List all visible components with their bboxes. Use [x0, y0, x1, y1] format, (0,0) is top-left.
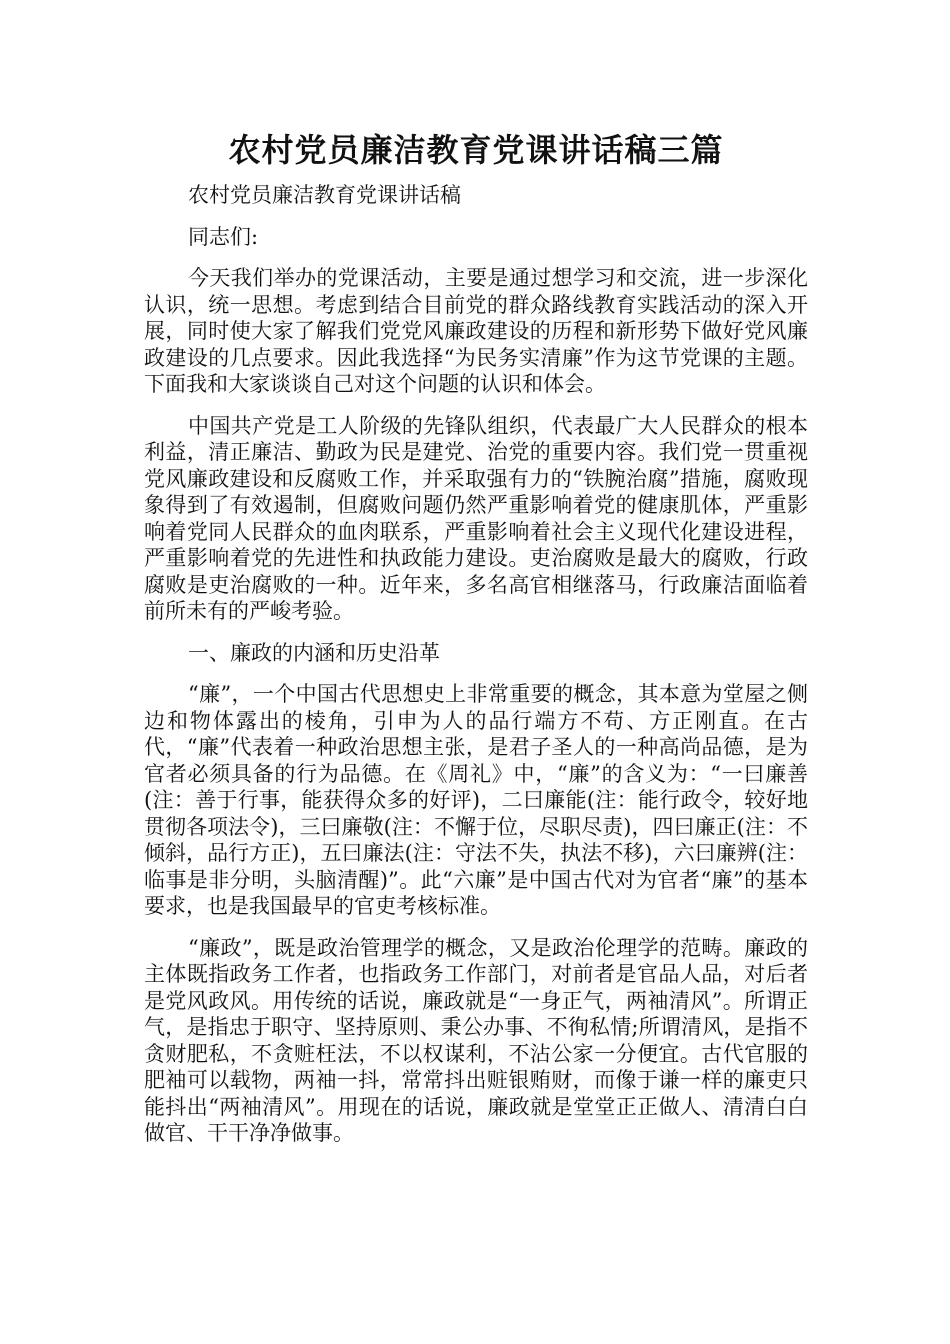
- greeting: 同志们:: [188, 224, 259, 249]
- paragraph-lianzheng: “廉政”，既是政治管理学的概念，又是政治伦理学的范畴。廉政的主体既指政务工作者，也指政务工作部门，对前者是官品人品，对后者是党风政风。用传统的话说，廉政就是“一身正气，两袖清风”。所谓正气，是指忠于职守、坚持原则、秉公办事、不徇私情;所谓清风，是指不贪财肥私，不贪赃枉法，不以权谋利，不沾公家一分便宜。古代官服的肥袖可以载物，两袖一抖，常常抖出赃银贿财，而像于谦一样的廉吏只能抖出“两袖清风”。用现在的话说，廉政就是堂堂正正做人、清清白白做官、干干净净做事。: [144, 935, 808, 1145]
- paragraph-intro: 今天我们举办的党课活动，主要是通过想学习和交流，进一步深化认识，统一思想。考虑到结合目前党的群众路线教育实践活动的深入开展，同时使大家了解我们党党风廉政建设的历程和新形势下做好党风廉政建设的几点要求。因此我选择“为民务实清廉”作为这节党课的主题。下面我和大家谈谈自己对这个问题的认识和体会。: [144, 266, 808, 396]
- paragraph-party: 中国共产党是工人阶级的先锋队组织，代表最广大人民群众的根本利益，清正廉洁、勤政为民是建党、治党的重要内容。我们党一贯重视党风廉政建设和反腐败工作，并采取强有力的“铁腕治腐”措施，腐败现象得到了有效遏制，但腐败问题仍然严重影响着党的健康肌体，严重影响着党同人民群众的血肉联系，严重影响着社会主义现代化建设进程，严重影响着党的先进性和执政能力建设。吏治腐败是最大的腐败，行政腐败是吏治腐败的一种。近年来，多名高官相继落马，行政廉洁面临着前所未有的严峻考验。: [144, 413, 808, 623]
- document-title: 农村党员廉洁教育党课讲话稿三篇: [228, 131, 724, 169]
- paragraph-lian: “廉”，一个中国古代思想史上非常重要的概念，其本意为堂屋之侧边和物体露出的棱角，引申为人的品行端方不苟、方正刚直。在古代，“廉”代表着一种政治思想主张，是君子圣人的一种高尚品德，是为官者必须具备的行为品德。在《周礼》中，“廉”的含义为：“一曰廉善(注：善于行事，能获得众多的好评)，二曰廉能(注：能行政令，较好地贯彻各项法令)，三曰廉敬(注：不懈于位，尽职尽责)，四曰廉正(注：不倾斜，品行方正)，五曰廉法(注：守法不失，执法不移)，六曰廉辨(注：临事是非分明，头脑清醒)”。此“六廉”是中国古代对为官者“廉”的基本要求，也是我国最早的官吏考核标准。: [144, 682, 808, 918]
- section-heading: 一、廉政的内涵和历史沿革: [188, 640, 440, 665]
- document-page: [144, 0, 808, 1147]
- document-subtitle: 农村党员廉洁教育党课讲话稿: [188, 183, 461, 207]
